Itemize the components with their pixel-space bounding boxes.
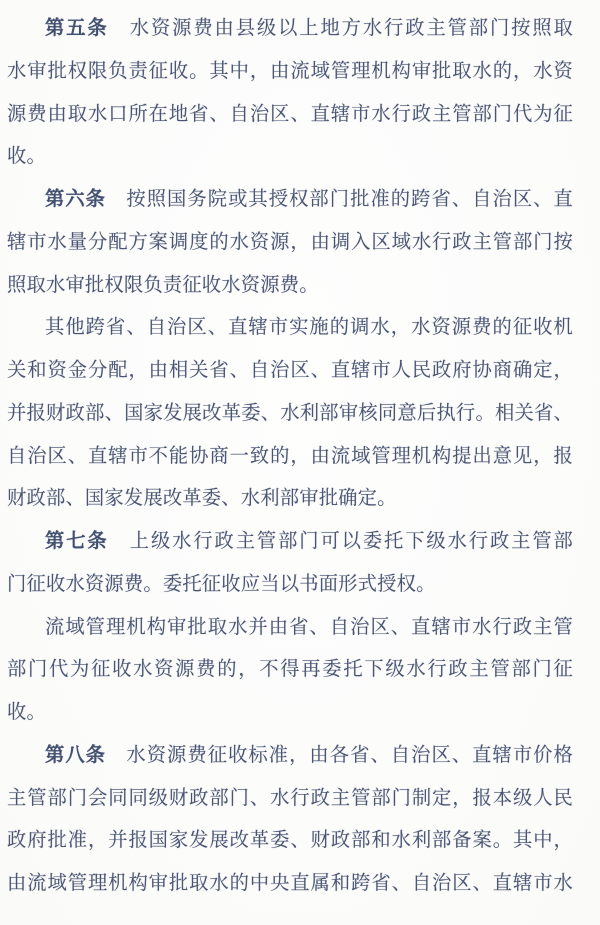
article-number: 第五条 xyxy=(45,18,109,39)
line-text: 水资源费征收标准，由各省、自治区、直辖市价格 xyxy=(106,744,573,766)
text-line xyxy=(7,94,573,137)
text-line xyxy=(7,307,573,350)
document-text-block xyxy=(7,8,573,906)
text-line xyxy=(7,478,573,521)
line-text: 收。 xyxy=(7,146,46,168)
text-line xyxy=(7,436,573,479)
line-text: 自治区、直辖市不能协商一致的，由流域管理机构提出意见，报 xyxy=(7,445,573,467)
text-line xyxy=(7,265,573,308)
line-text: 部门代为征收水资源费的，不得再委托下级水行政主管部门征 xyxy=(7,659,573,681)
text-line xyxy=(7,692,573,735)
line-text: 门征收水资源费。委托征收应当以书面形式授权。 xyxy=(7,573,436,595)
text-line xyxy=(7,778,573,821)
text-line xyxy=(7,8,573,51)
line-text: 由流域管理机构审批取水的中央直属和跨省、自治区、直辖市水 xyxy=(7,873,573,894)
line-text: 照取水审批权限负责征收水资源费。 xyxy=(7,274,319,296)
article-number: 第七条 xyxy=(45,531,109,552)
article-number: 第六条 xyxy=(45,189,107,210)
line-text: 按照国务院或其授权部门批准的跨省、自治区、直 xyxy=(106,189,573,210)
text-line xyxy=(7,564,573,607)
text-line xyxy=(7,51,573,94)
text-line xyxy=(7,735,573,778)
line-text: 其他跨省、自治区、直辖市实施的调水，水资源费的征收机 xyxy=(45,317,573,339)
text-line xyxy=(7,393,573,436)
text-line xyxy=(7,350,573,393)
line-text: 源费由取水口所在地省、自治区、直辖市水行政主管部门代为征 xyxy=(7,103,573,125)
line-text: 水资源费由县级以上地方水行政主管部门按照取 xyxy=(108,18,573,39)
line-text: 流域管理机构审批取水并由省、自治区、直辖市水行政主管 xyxy=(45,616,573,638)
text-line xyxy=(7,607,573,650)
line-text: 财政部、国家发展改革委、水利部审批确定。 xyxy=(7,488,397,510)
text-line xyxy=(7,649,573,692)
text-line xyxy=(7,222,573,265)
line-text: 关和资金分配，由相关省、自治区、直辖市人民政府协商确定， xyxy=(7,360,573,381)
line-text: 主管部门会同同级财政部门、水行政主管部门制定，报本级人民 xyxy=(7,787,573,809)
line-text: 上级水行政主管部门可以委托下级水行政主管部 xyxy=(108,531,573,552)
line-text: 辖市水量分配方案调度的水资源，由调入区域水行政主管部门按 xyxy=(7,231,573,253)
article-number: 第八条 xyxy=(45,744,107,766)
text-line xyxy=(7,863,573,906)
text-line xyxy=(7,521,573,564)
line-text: 水审批权限负责征收。其中，由流域管理机构审批取水的，水资 xyxy=(7,60,573,82)
line-text: 并报财政部、国家发展改革委、水利部审核同意后执行。相关省、 xyxy=(7,402,573,424)
text-line xyxy=(7,179,573,222)
text-line xyxy=(7,136,573,179)
line-text: 收。 xyxy=(7,702,46,723)
line-text: 政府批准，并报国家发展改革委、财政部和水利部备案。其中， xyxy=(7,830,573,852)
text-line xyxy=(7,820,573,863)
